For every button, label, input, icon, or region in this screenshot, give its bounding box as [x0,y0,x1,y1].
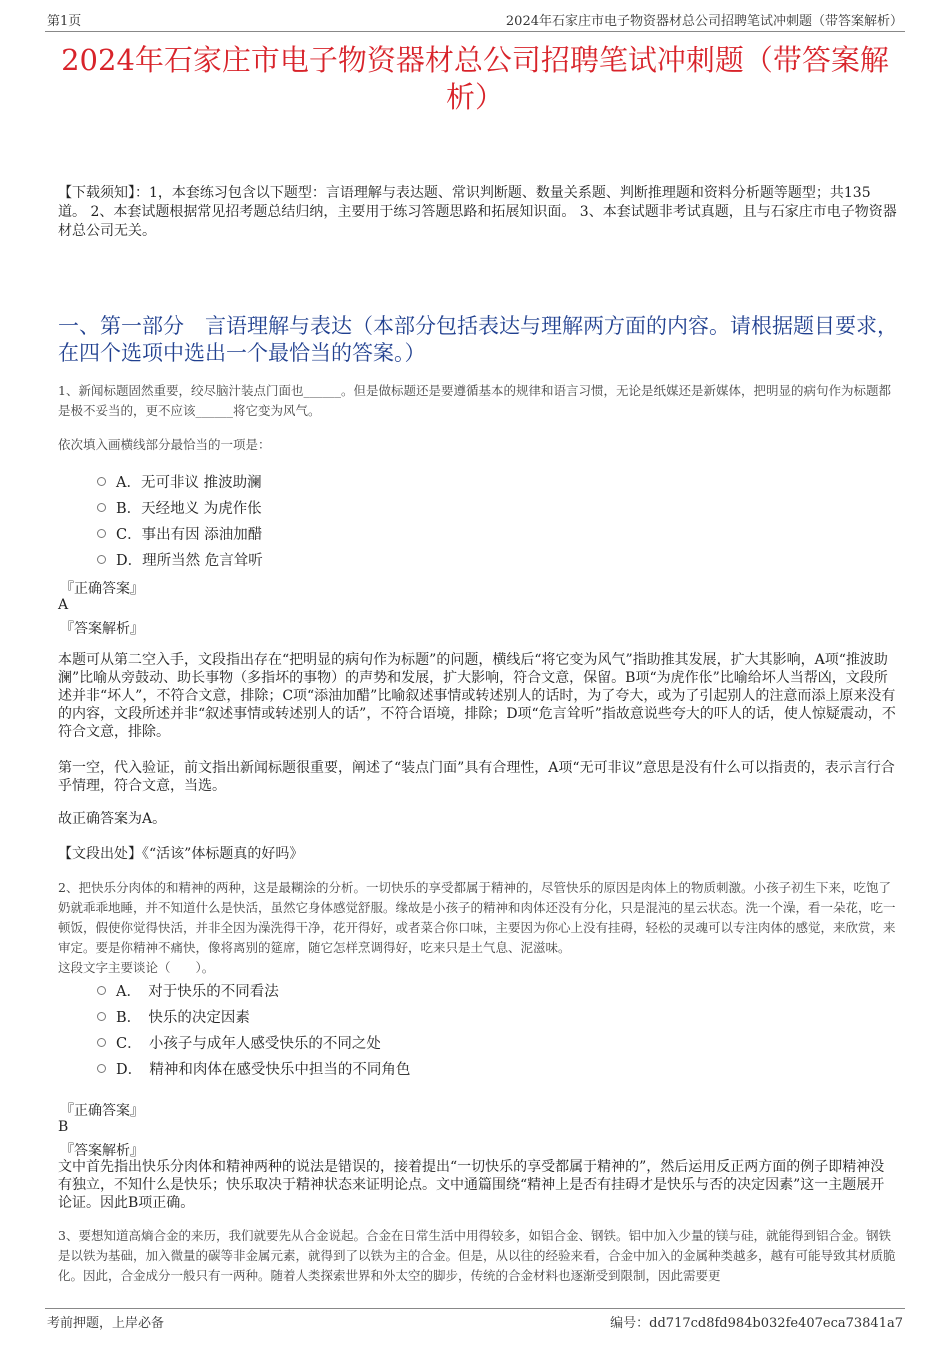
q1-option-c[interactable]: C．事出有因 添油加醋 [97,523,262,544]
q2-prompt: 这段文字主要谈论（ ）。 [58,960,215,975]
q2-option-a[interactable]: A． 对于快乐的不同看法 [97,980,279,1001]
radio-icon[interactable] [97,1064,106,1073]
q1-option-a[interactable]: A．无可非议 推波助澜 [97,471,262,492]
q1-source: 【文段出处】《“活该”体标题真的好吗》 [58,846,304,862]
footer-slogan: 考前押题，上岸必备 [47,1316,165,1331]
header-running-title: 2024年石家庄市电子物资器材总公司招聘笔试冲刺题（带答案解析） [505,14,903,29]
q3-stem: 3、要想知道高熵合金的来历，我们就要先从合金说起。合金在日常生活中用得较多，如铝合金、钢铁。铝中加入少量的镁与硅，就能得到铝合金。钢铁是以铁为基础，加入微量的碳等非金属元素，就得到了以铁为主的合金。但是，从以往的经验来看，合金中加入的金属种类越多，越有可能导致其材质脆化。因此，合金成分一般只有一两种。随着人类探索世界和外太空的脚步，传统的合金材料也逐渐受到限制，因此需要更 [58,1228,896,1283]
radio-icon[interactable] [97,1012,106,1021]
q1-analysis-paragraph-1: 本题可从第二空入手，文段指出存在“把明显的病句作为标题”的问题，横线后“将它变为风气”指助推其发展，扩大其影响，A项“推波助澜”比喻从旁鼓动、助长事物（多指坏的事物）的声势和发展，扩大影响，符合文意，保留。B项“为虎作伥”比喻给坏人当帮凶，文段所述并非“坏人”，不符合文意，排除；C项“添油加醋”比喻叙述事情或转述别人的话时，为了夸大，或为了引起别人的注意而添上原来没有的内容，文段所述并非“叙述事情或转述别人的话”，不符合语境，排除；D项“危言耸听”指故意说些夸大的吓人的话，使人惊疑震动，不符合文意，排除。 [58,652,896,740]
q2-analysis-label: 『答案解析』 [60,1143,144,1159]
q2-analysis: 文中首先指出快乐分肉体和精神两种的说法是错误的，接着提出“一切快乐的享受都属于精神的”，然后运用反正两方面的例子即精神没有独立，不知什么是快乐；快乐取决于精神状态来证明论点。文中通篇围绕“精神上是否有挂碍才是快乐与否的决定因素”这一主题展开论证。因此B项正确。 [58,1159,885,1211]
q2-option-b[interactable]: B． 快乐的决定因素 [97,1006,250,1027]
section-heading: 一、第一部分 言语理解与表达（本部分包括表达与理解两方面的内容。请根据题目要求，在四个选项中选出一个最恰当的答案。） [58,314,898,365]
footer-divider [45,1308,905,1309]
document-title: 2024年石家庄市电子物资器材总公司招聘笔试冲刺题（带答案解析） [61,43,889,114]
q1-prompt: 依次填入画横线部分最恰当的一项是： [58,437,271,452]
radio-icon[interactable] [97,1038,106,1047]
header-page-number: 第1页 [47,14,82,29]
radio-icon[interactable] [97,529,106,538]
q1-analysis-label: 『答案解析』 [60,621,144,637]
q2-stem: 2、把快乐分肉体的和精神的两种，这是最糊涂的分析。一切快乐的享受都属于精神的，尽管快乐的原因是肉体上的物质刺激。小孩子初生下来，吃饱了奶就乖乖地睡，并不知道什么是快活，虽然它身体感觉舒服。缘故是小孩子的精神和肉体还没有分化，只是混沌的星云状态。洗一个澡，看一朵花，吃一顿饭，假使你觉得快活，并非全因为澡洗得干净，花开得好，或者菜合你口味，主要因为你心上没有挂碍，轻松的灵魂可以专注肉体的感觉，来欣赏，来审定。要是你精神不痛快，像将离别的筵席，随它怎样烹调得好，吃来只是土气息、泥滋味。 [58,880,896,955]
q2-option-d[interactable]: D． 精神和肉体在感受快乐中担当的不同角色 [97,1058,410,1079]
q2-option-c[interactable]: C． 小孩子与成年人感受快乐的不同之处 [97,1032,381,1053]
q1-stem: 1、新闻标题固然重要，绞尽脑汁装点门面也______。但是做标题还是要遵循基本的规律和语言习惯，无论是纸媒还是新媒体，把明显的病句作为标题都是极不妥当的，更不应该______将它变为风气。 [58,383,891,418]
footer-serial-number: 编号：dd717cd8fd984b032fe407eca73841a7 [610,1316,903,1331]
q1-answer: A [58,597,69,613]
q2-answer: B [58,1119,69,1135]
radio-icon[interactable] [97,503,106,512]
q1-analysis-paragraph-3: 故正确答案为A。 [58,811,167,827]
q2-answer-label: 『正确答案』 [60,1103,144,1119]
radio-icon[interactable] [97,986,106,995]
download-notice: 【下载须知】：1，本套练习包含以下题型：言语理解与表达题、常识判断题、数量关系题、判断推理题和资料分析题等题型；共135道。 2、本套试题根据常见招考题总结归纳，主要用于练习答题思路和拓展知识面。 3、本套试题非考试真题，且与石家庄市电子物资器材总公司无关。 [58,185,897,239]
radio-icon[interactable] [97,555,106,564]
q1-analysis-paragraph-2: 第一空，代入验证，前文指出新闻标题很重要，阐述了“装点门面”具有合理性，A项“无可非议”意思是没有什么可以指责的，表示言行合乎情理，符合文意，当选。 [58,760,895,794]
header-divider [45,31,905,32]
q1-option-b[interactable]: B．天经地义 为虎作伥 [97,497,262,518]
radio-icon[interactable] [97,477,106,486]
q1-answer-label: 『正确答案』 [60,581,144,597]
q1-option-d[interactable]: D．理所当然 危言耸听 [97,549,263,570]
